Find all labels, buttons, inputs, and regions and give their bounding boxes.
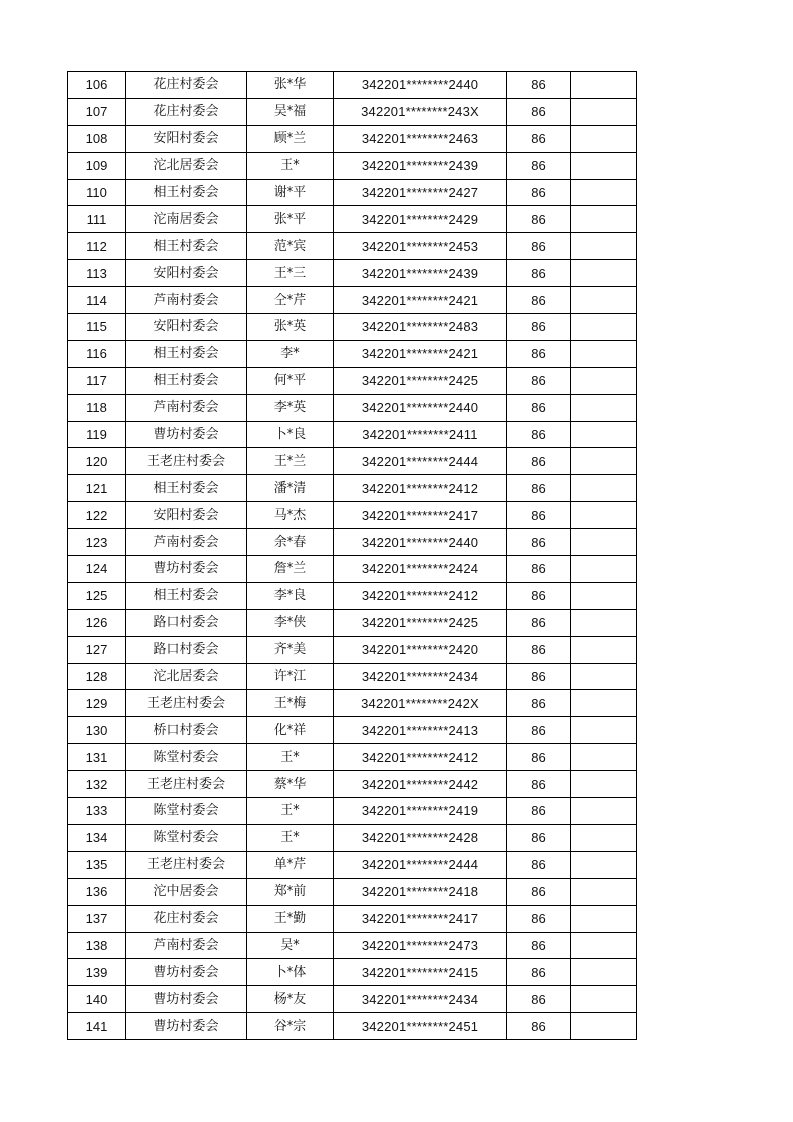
- table-row: [68, 690, 637, 717]
- id-number-cell: 342201********2417: [334, 502, 507, 529]
- name-cell: 王*: [247, 152, 334, 179]
- table-row: [68, 314, 637, 341]
- unit-cell: 王老庄村委会: [126, 690, 247, 717]
- score-cell: 86: [507, 260, 571, 287]
- note-cell: [571, 287, 637, 314]
- table-row: [68, 905, 637, 932]
- unit-cell: 王老庄村委会: [126, 851, 247, 878]
- id-number-cell: 342201********2420: [334, 636, 507, 663]
- unit-cell: 曹坊村委会: [126, 1013, 247, 1040]
- row-number-cell: 123: [68, 529, 126, 556]
- id-number-cell: 342201********2483: [334, 314, 507, 341]
- unit-cell: 沱南居委会: [126, 206, 247, 233]
- id-number-cell: 342201********2427: [334, 179, 507, 206]
- score-cell: 86: [507, 475, 571, 502]
- table-row: [68, 959, 637, 986]
- note-cell: [571, 206, 637, 233]
- name-cell: 谷*宗: [247, 1013, 334, 1040]
- unit-cell: 安阳村委会: [126, 260, 247, 287]
- score-cell: 86: [507, 394, 571, 421]
- row-number-cell: 111: [68, 206, 126, 233]
- score-cell: 86: [507, 529, 571, 556]
- note-cell: [571, 556, 637, 583]
- unit-cell: 安阳村委会: [126, 314, 247, 341]
- score-cell: 86: [507, 771, 571, 798]
- note-cell: [571, 233, 637, 260]
- table-row: [68, 152, 637, 179]
- row-number-cell: 108: [68, 125, 126, 152]
- score-cell: 86: [507, 717, 571, 744]
- row-number-cell: 124: [68, 556, 126, 583]
- unit-cell: 路口村委会: [126, 636, 247, 663]
- name-cell: 顾*兰: [247, 125, 334, 152]
- table-row: [68, 556, 637, 583]
- row-number-cell: 116: [68, 340, 126, 367]
- note-cell: [571, 340, 637, 367]
- row-number-cell: 141: [68, 1013, 126, 1040]
- score-cell: 86: [507, 905, 571, 932]
- note-cell: [571, 851, 637, 878]
- score-cell: 86: [507, 179, 571, 206]
- score-cell: 86: [507, 932, 571, 959]
- name-cell: 谢*平: [247, 179, 334, 206]
- score-cell: 86: [507, 663, 571, 690]
- unit-cell: 芦南村委会: [126, 932, 247, 959]
- table-row: [68, 394, 637, 421]
- name-cell: 王*: [247, 744, 334, 771]
- unit-cell: 沱中居委会: [126, 878, 247, 905]
- note-cell: [571, 932, 637, 959]
- id-number-cell: 342201********2413: [334, 717, 507, 744]
- unit-cell: 路口村委会: [126, 609, 247, 636]
- row-number-cell: 107: [68, 98, 126, 125]
- id-number-cell: 342201********2463: [334, 125, 507, 152]
- name-cell: 卜*体: [247, 959, 334, 986]
- score-cell: 86: [507, 878, 571, 905]
- score-cell: 86: [507, 98, 571, 125]
- score-cell: 86: [507, 206, 571, 233]
- unit-cell: 花庄村委会: [126, 905, 247, 932]
- name-cell: 詹*兰: [247, 556, 334, 583]
- note-cell: [571, 717, 637, 744]
- id-number-cell: 342201********2421: [334, 340, 507, 367]
- unit-cell: 安阳村委会: [126, 125, 247, 152]
- name-cell: 郑*前: [247, 878, 334, 905]
- score-cell: 86: [507, 582, 571, 609]
- row-number-cell: 114: [68, 287, 126, 314]
- id-number-cell: 342201********2417: [334, 905, 507, 932]
- table-row: [68, 717, 637, 744]
- note-cell: [571, 529, 637, 556]
- note-cell: [571, 771, 637, 798]
- id-number-cell: 342201********2439: [334, 260, 507, 287]
- note-cell: [571, 98, 637, 125]
- name-cell: 李*侠: [247, 609, 334, 636]
- unit-cell: 曹坊村委会: [126, 556, 247, 583]
- unit-cell: 相王村委会: [126, 233, 247, 260]
- score-cell: 86: [507, 340, 571, 367]
- table-row: [68, 798, 637, 825]
- row-number-cell: 133: [68, 798, 126, 825]
- row-number-cell: 132: [68, 771, 126, 798]
- name-cell: 吴*: [247, 932, 334, 959]
- name-cell: 许*江: [247, 663, 334, 690]
- row-number-cell: 131: [68, 744, 126, 771]
- id-number-cell: 342201********2412: [334, 744, 507, 771]
- name-cell: 余*春: [247, 529, 334, 556]
- unit-cell: 相王村委会: [126, 475, 247, 502]
- score-cell: 86: [507, 367, 571, 394]
- note-cell: [571, 609, 637, 636]
- id-number-cell: 342201********2434: [334, 986, 507, 1013]
- table-row: [68, 582, 637, 609]
- score-cell: 86: [507, 744, 571, 771]
- note-cell: [571, 798, 637, 825]
- row-number-cell: 138: [68, 932, 126, 959]
- score-cell: 86: [507, 556, 571, 583]
- table-row: [68, 98, 637, 125]
- unit-cell: 相王村委会: [126, 367, 247, 394]
- note-cell: [571, 394, 637, 421]
- row-number-cell: 126: [68, 609, 126, 636]
- unit-cell: 安阳村委会: [126, 502, 247, 529]
- id-number-cell: 342201********2453: [334, 233, 507, 260]
- note-cell: [571, 582, 637, 609]
- row-number-cell: 109: [68, 152, 126, 179]
- records-table-body: [68, 72, 637, 1040]
- name-cell: 王*勤: [247, 905, 334, 932]
- table-row: [68, 851, 637, 878]
- id-number-cell: 342201********2440: [334, 394, 507, 421]
- score-cell: 86: [507, 152, 571, 179]
- unit-cell: 陈堂村委会: [126, 798, 247, 825]
- id-number-cell: 342201********2444: [334, 851, 507, 878]
- row-number-cell: 122: [68, 502, 126, 529]
- table-row: [68, 744, 637, 771]
- row-number-cell: 134: [68, 824, 126, 851]
- row-number-cell: 120: [68, 448, 126, 475]
- score-cell: 86: [507, 314, 571, 341]
- score-cell: 86: [507, 798, 571, 825]
- name-cell: 蔡*华: [247, 771, 334, 798]
- name-cell: 卜*良: [247, 421, 334, 448]
- score-cell: 86: [507, 233, 571, 260]
- row-number-cell: 119: [68, 421, 126, 448]
- row-number-cell: 106: [68, 72, 126, 99]
- note-cell: [571, 986, 637, 1013]
- id-number-cell: 342201********2473: [334, 932, 507, 959]
- id-number-cell: 342201********2442: [334, 771, 507, 798]
- table-row: [68, 421, 637, 448]
- table-row: [68, 179, 637, 206]
- table-row: [68, 636, 637, 663]
- name-cell: 王*: [247, 798, 334, 825]
- name-cell: 张*英: [247, 314, 334, 341]
- note-cell: [571, 475, 637, 502]
- name-cell: 李*英: [247, 394, 334, 421]
- name-cell: 齐*美: [247, 636, 334, 663]
- score-cell: 86: [507, 448, 571, 475]
- table-row: [68, 367, 637, 394]
- name-cell: 化*祥: [247, 717, 334, 744]
- note-cell: [571, 448, 637, 475]
- table-row: [68, 233, 637, 260]
- unit-cell: 芦南村委会: [126, 394, 247, 421]
- unit-cell: 花庄村委会: [126, 98, 247, 125]
- table-row: [68, 502, 637, 529]
- row-number-cell: 121: [68, 475, 126, 502]
- note-cell: [571, 824, 637, 851]
- id-number-cell: 342201********2421: [334, 287, 507, 314]
- row-number-cell: 112: [68, 233, 126, 260]
- id-number-cell: 342201********2429: [334, 206, 507, 233]
- note-cell: [571, 125, 637, 152]
- unit-cell: 相王村委会: [126, 582, 247, 609]
- table-row: [68, 824, 637, 851]
- table-row: [68, 340, 637, 367]
- note-cell: [571, 959, 637, 986]
- score-cell: 86: [507, 1013, 571, 1040]
- name-cell: 仝*芹: [247, 287, 334, 314]
- note-cell: [571, 179, 637, 206]
- id-number-cell: 342201********2440: [334, 529, 507, 556]
- row-number-cell: 118: [68, 394, 126, 421]
- unit-cell: 曹坊村委会: [126, 986, 247, 1013]
- unit-cell: 曹坊村委会: [126, 421, 247, 448]
- name-cell: 张*华: [247, 72, 334, 99]
- score-cell: 86: [507, 959, 571, 986]
- unit-cell: 陈堂村委会: [126, 824, 247, 851]
- unit-cell: 桥口村委会: [126, 717, 247, 744]
- name-cell: 张*平: [247, 206, 334, 233]
- id-number-cell: 342201********2444: [334, 448, 507, 475]
- unit-cell: 相王村委会: [126, 340, 247, 367]
- unit-cell: 沱北居委会: [126, 663, 247, 690]
- score-cell: 86: [507, 690, 571, 717]
- table-row: [68, 771, 637, 798]
- name-cell: 单*芹: [247, 851, 334, 878]
- table-row: [68, 986, 637, 1013]
- id-number-cell: 342201********243X: [334, 98, 507, 125]
- unit-cell: 芦南村委会: [126, 529, 247, 556]
- unit-cell: 陈堂村委会: [126, 744, 247, 771]
- id-number-cell: 342201********2434: [334, 663, 507, 690]
- note-cell: [571, 260, 637, 287]
- records-table: [67, 71, 637, 1040]
- score-cell: 86: [507, 851, 571, 878]
- id-number-cell: 342201********2418: [334, 878, 507, 905]
- note-cell: [571, 905, 637, 932]
- name-cell: 吴*福: [247, 98, 334, 125]
- table-row: [68, 72, 637, 99]
- score-cell: 86: [507, 824, 571, 851]
- id-number-cell: 342201********2451: [334, 1013, 507, 1040]
- table-row: [68, 609, 637, 636]
- score-cell: 86: [507, 636, 571, 663]
- row-number-cell: 127: [68, 636, 126, 663]
- row-number-cell: 136: [68, 878, 126, 905]
- name-cell: 何*平: [247, 367, 334, 394]
- row-number-cell: 113: [68, 260, 126, 287]
- id-number-cell: 342201********2415: [334, 959, 507, 986]
- unit-cell: 花庄村委会: [126, 72, 247, 99]
- id-number-cell: 342201********2411: [334, 421, 507, 448]
- name-cell: 马*杰: [247, 502, 334, 529]
- unit-cell: 沱北居委会: [126, 152, 247, 179]
- table-row: [68, 475, 637, 502]
- unit-cell: 曹坊村委会: [126, 959, 247, 986]
- note-cell: [571, 502, 637, 529]
- score-cell: 86: [507, 72, 571, 99]
- name-cell: 王*三: [247, 260, 334, 287]
- row-number-cell: 130: [68, 717, 126, 744]
- name-cell: 王*兰: [247, 448, 334, 475]
- row-number-cell: 139: [68, 959, 126, 986]
- name-cell: 潘*清: [247, 475, 334, 502]
- table-row: [68, 529, 637, 556]
- row-number-cell: 115: [68, 314, 126, 341]
- row-number-cell: 128: [68, 663, 126, 690]
- id-number-cell: 342201********2440: [334, 72, 507, 99]
- note-cell: [571, 690, 637, 717]
- table-row: [68, 125, 637, 152]
- row-number-cell: 125: [68, 582, 126, 609]
- note-cell: [571, 152, 637, 179]
- table-row: [68, 1013, 637, 1040]
- id-number-cell: 342201********2424: [334, 556, 507, 583]
- note-cell: [571, 636, 637, 663]
- row-number-cell: 140: [68, 986, 126, 1013]
- id-number-cell: 342201********2439: [334, 152, 507, 179]
- id-number-cell: 342201********2428: [334, 824, 507, 851]
- score-cell: 86: [507, 609, 571, 636]
- id-number-cell: 342201********2412: [334, 582, 507, 609]
- score-cell: 86: [507, 287, 571, 314]
- score-cell: 86: [507, 502, 571, 529]
- id-number-cell: 342201********2412: [334, 475, 507, 502]
- score-cell: 86: [507, 125, 571, 152]
- unit-cell: 相王村委会: [126, 179, 247, 206]
- table-row: [68, 663, 637, 690]
- note-cell: [571, 878, 637, 905]
- note-cell: [571, 1013, 637, 1040]
- score-cell: 86: [507, 986, 571, 1013]
- name-cell: 王*: [247, 824, 334, 851]
- table-row: [68, 287, 637, 314]
- name-cell: 李*: [247, 340, 334, 367]
- note-cell: [571, 72, 637, 99]
- note-cell: [571, 663, 637, 690]
- id-number-cell: 342201********2419: [334, 798, 507, 825]
- row-number-cell: 117: [68, 367, 126, 394]
- unit-cell: 王老庄村委会: [126, 771, 247, 798]
- unit-cell: 芦南村委会: [126, 287, 247, 314]
- name-cell: 王*梅: [247, 690, 334, 717]
- score-cell: 86: [507, 421, 571, 448]
- table-row: [68, 932, 637, 959]
- id-number-cell: 342201********2425: [334, 367, 507, 394]
- table-row: [68, 448, 637, 475]
- note-cell: [571, 744, 637, 771]
- name-cell: 杨*友: [247, 986, 334, 1013]
- name-cell: 李*良: [247, 582, 334, 609]
- row-number-cell: 110: [68, 179, 126, 206]
- name-cell: 范*宾: [247, 233, 334, 260]
- row-number-cell: 129: [68, 690, 126, 717]
- row-number-cell: 137: [68, 905, 126, 932]
- id-number-cell: 342201********242X: [334, 690, 507, 717]
- note-cell: [571, 367, 637, 394]
- row-number-cell: 135: [68, 851, 126, 878]
- table-row: [68, 260, 637, 287]
- note-cell: [571, 314, 637, 341]
- table-row: [68, 878, 637, 905]
- unit-cell: 王老庄村委会: [126, 448, 247, 475]
- id-number-cell: 342201********2425: [334, 609, 507, 636]
- note-cell: [571, 421, 637, 448]
- table-row: [68, 206, 637, 233]
